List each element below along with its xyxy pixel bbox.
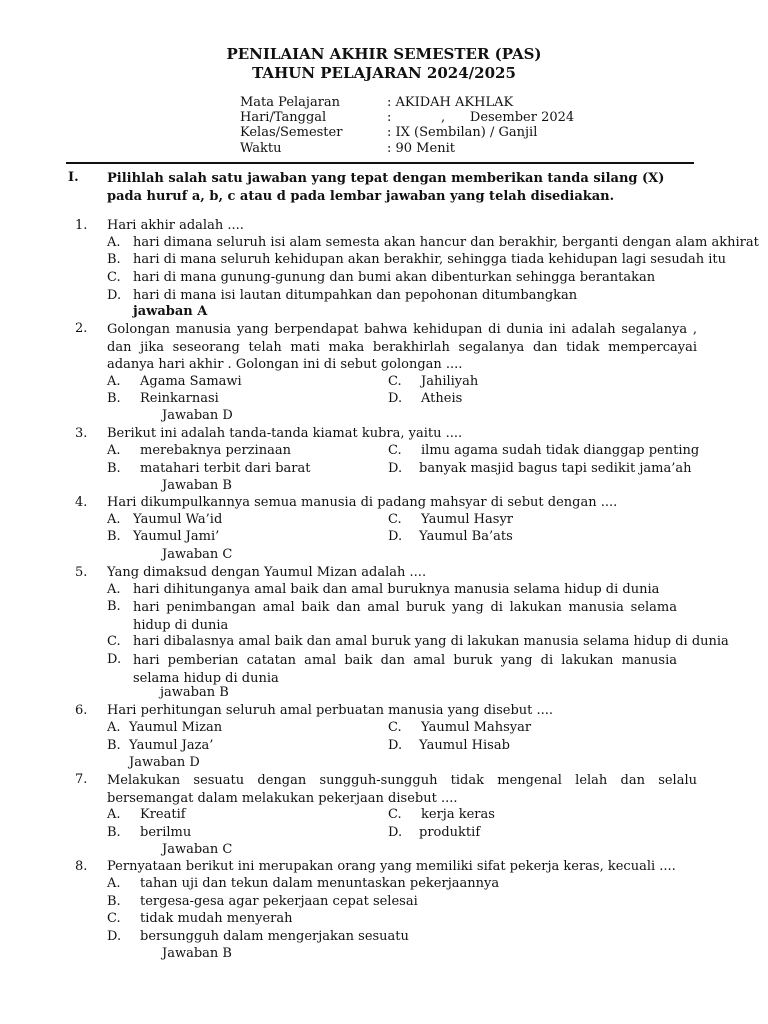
option-text: Jahiliyah bbox=[421, 374, 479, 389]
option-letter: C. bbox=[107, 270, 121, 285]
option-letter: D. bbox=[107, 929, 122, 944]
meta-value: : , Desember 2024 bbox=[387, 110, 575, 125]
option-text: Agama Samawi bbox=[140, 374, 242, 389]
question-text: Hari perhitungan seluruh amal perbuatan manusia yang disebut .... bbox=[107, 703, 554, 718]
question-number: 8. bbox=[75, 859, 88, 874]
question-number: 1. bbox=[75, 218, 88, 233]
option-text: Kreatif bbox=[140, 807, 186, 822]
option-text: banyak masjid bagus tapi sedikit jama’ah bbox=[419, 461, 692, 476]
meta-label: Kelas/Semester bbox=[240, 125, 343, 140]
option-letter: A. bbox=[107, 720, 121, 735]
question-number: 6. bbox=[75, 703, 88, 718]
option-letter: A. bbox=[107, 876, 121, 891]
option-text: Yaumul Jaza’ bbox=[129, 738, 214, 753]
option-letter: A. bbox=[107, 235, 121, 250]
question-number: 2. bbox=[75, 321, 88, 336]
option-letter: B. bbox=[107, 461, 121, 476]
option-letter: B. bbox=[107, 825, 121, 840]
option-letter: D. bbox=[107, 288, 122, 303]
option-text: kerja keras bbox=[421, 807, 495, 822]
option-letter: C. bbox=[388, 374, 402, 389]
option-letter: C. bbox=[388, 443, 402, 458]
option-letter: A. bbox=[107, 374, 121, 389]
question-text: Berikut ini adalah tanda-tanda kiamat kubra, yaitu .... bbox=[107, 426, 463, 441]
option-letter: D. bbox=[388, 529, 403, 544]
option-text: produktif bbox=[419, 825, 481, 840]
option-text: hari dibalasnya amal baik dan amal buruk yang di lakukan manusia selama hidup di dunia bbox=[133, 634, 729, 649]
option-text: hari dimana seluruh isi alam semesta akan hancur dan berakhir, berganti dengan alam akhirat bbox=[133, 235, 759, 250]
option-text: Yaumul Hasyr bbox=[421, 512, 514, 527]
question-number: 7. bbox=[75, 772, 88, 787]
option-text: hari di mana isi lautan ditumpahkan dan pepohonan ditumbangkan bbox=[133, 288, 578, 303]
option-text: hari pemberian catatan amal baik dan amal buruk yang di lakukan manusia selama hidup di dunia bbox=[133, 653, 677, 686]
option-letter: B. bbox=[107, 391, 121, 406]
option-text: tergesa-gesa agar pekerjaan cepat selesai bbox=[140, 894, 418, 909]
meta-label: Hari/Tanggal bbox=[240, 110, 327, 125]
question-text: Hari dikumpulkannya semua manusia di padang mahsyar di sebut dengan .... bbox=[107, 495, 618, 510]
exam-title: PENILAIAN AKHIR SEMESTER (PAS) bbox=[226, 45, 542, 63]
option-letter: C. bbox=[107, 911, 121, 926]
option-letter: D. bbox=[388, 461, 403, 476]
option-letter: B. bbox=[107, 894, 121, 909]
option-letter: A. bbox=[107, 807, 121, 822]
option-text: Yaumul Hisab bbox=[419, 738, 510, 753]
option-letter: D. bbox=[388, 825, 403, 840]
option-text: Yaumul Wa’id bbox=[133, 512, 223, 527]
answer-key: Jawaban C bbox=[162, 842, 233, 857]
option-text: Yaumul Mizan bbox=[129, 720, 223, 735]
option-letter: B. bbox=[107, 252, 121, 267]
option-letter: D. bbox=[107, 652, 122, 667]
option-text: bersungguh dalam mengerjakan sesuatu bbox=[140, 929, 409, 944]
option-text: tahan uji dan tekun dalam menuntaskan pekerjaannya bbox=[140, 876, 500, 891]
option-letter: A. bbox=[107, 582, 121, 597]
section-instruction: Pilihlah salah satu jawaban yang tepat dengan memberikan tanda silang (X) pada huruf a, b, c atau d pada lembar jawaban yang telah disediakan. bbox=[107, 171, 665, 204]
answer-key: Jawaban B bbox=[162, 946, 232, 961]
answer-key: Jawaban B bbox=[162, 478, 232, 493]
option-letter: D. bbox=[388, 738, 403, 753]
option-text: merebaknya perzinaan bbox=[140, 443, 291, 458]
question-number: 3. bbox=[75, 426, 88, 441]
option-text: Yaumul Ba’ats bbox=[419, 529, 513, 544]
question-text: Hari akhir adalah .... bbox=[107, 218, 244, 233]
meta-label: Waktu bbox=[240, 141, 282, 156]
option-text: hari dihitunganya amal baik dan amal buruknya manusia selama hidup di dunia bbox=[133, 582, 660, 597]
answer-key: Jawaban D bbox=[162, 408, 233, 423]
meta-value: : IX (Sembilan) / Ganjil bbox=[387, 125, 538, 140]
option-letter: C. bbox=[107, 634, 121, 649]
option-text: hari di mana seluruh kehidupan akan berakhir, sehingga tiada kehidupan lagi sesudah itu bbox=[133, 252, 727, 267]
meta-value: : AKIDAH AKHLAK bbox=[387, 95, 514, 110]
option-text: matahari terbit dari barat bbox=[140, 461, 311, 476]
option-letter: C. bbox=[388, 512, 402, 527]
option-letter: A. bbox=[107, 443, 121, 458]
option-text: hari di mana gunung-gunung dan bumi akan dibenturkan sehingga berantakan bbox=[133, 270, 656, 285]
answer-key: jawaban B bbox=[160, 685, 229, 700]
academic-year: TAHUN PELAJARAN 2024/2025 bbox=[252, 64, 516, 82]
option-text: Yaumul Jami’ bbox=[133, 529, 220, 544]
question-text: Melakukan sesuatu dengan sungguh-sungguh tidak mengenal lelah dan selalu bersemangat dalam melakukan pekerjaan disebut .... bbox=[107, 773, 697, 806]
option-letter: B. bbox=[107, 529, 121, 544]
question-number: 4. bbox=[75, 495, 88, 510]
option-letter: B. bbox=[107, 599, 121, 614]
question-text: Yang dimaksud dengan Yaumul Mizan adalah .... bbox=[107, 565, 427, 580]
option-letter: C. bbox=[388, 807, 402, 822]
option-letter: C. bbox=[388, 720, 402, 735]
header-divider bbox=[66, 162, 694, 164]
option-text: Atheis bbox=[421, 391, 463, 406]
option-text: ilmu agama sudah tidak dianggap penting bbox=[421, 443, 700, 458]
answer-key: jawaban A bbox=[133, 304, 208, 319]
meta-value: : 90 Menit bbox=[387, 141, 455, 156]
answer-key: Jawaban D bbox=[129, 755, 200, 770]
option-text: Yaumul Mahsyar bbox=[421, 720, 532, 735]
question-number: 5. bbox=[75, 565, 88, 580]
meta-label: Mata Pelajaran bbox=[240, 95, 341, 110]
option-letter: D. bbox=[388, 391, 403, 406]
question-text: Golongan manusia yang berpendapat bahwa kehidupan di dunia ini adalah segalanya , dan jika seseorang telah mati maka berakhirlah segalanya dan tidak mempercayai adanya hari akhir . Golongan ini di sebut golongan .... bbox=[107, 322, 697, 372]
option-text: Reinkarnasi bbox=[140, 391, 219, 406]
option-text: tidak mudah menyerah bbox=[140, 911, 293, 926]
option-text: berilmu bbox=[140, 825, 192, 840]
option-letter: A. bbox=[107, 512, 121, 527]
question-text: Pernyataan berikut ini merupakan orang yang memiliki sifat pekerja keras, kecuali .... bbox=[107, 859, 676, 874]
answer-key: Jawaban C bbox=[162, 547, 233, 562]
option-letter: B. bbox=[107, 738, 121, 753]
section-number: I. bbox=[68, 170, 79, 185]
option-text: hari penimbangan amal baik dan amal buruk yang di lakukan manusia selama hidup di dunia bbox=[133, 600, 677, 633]
